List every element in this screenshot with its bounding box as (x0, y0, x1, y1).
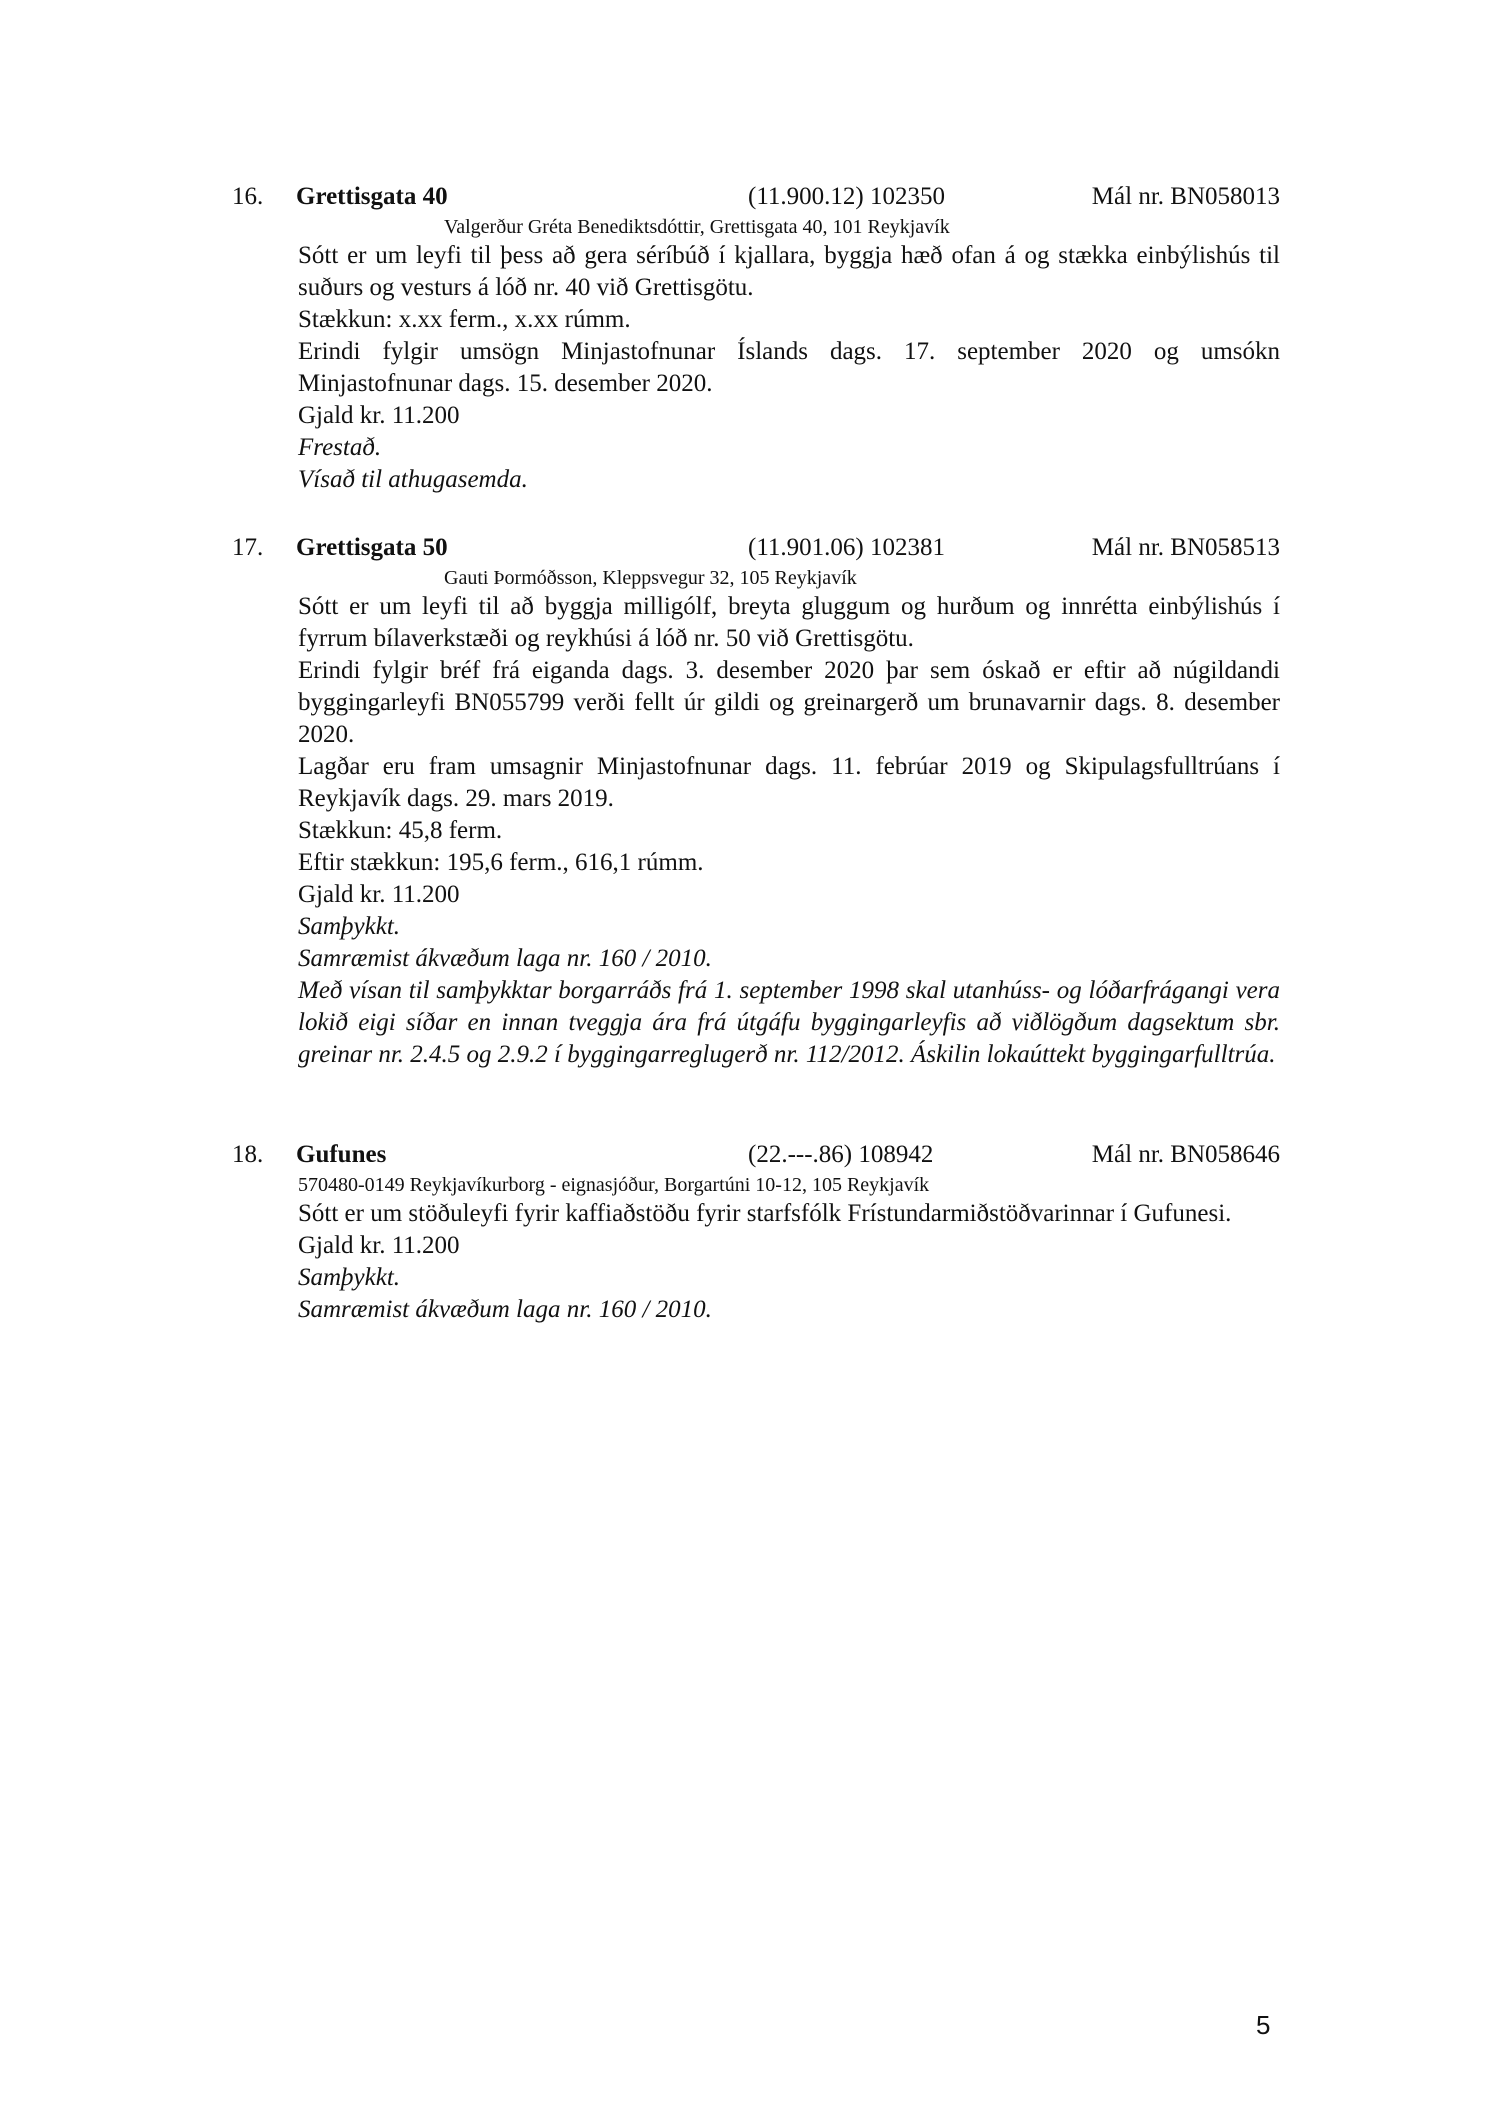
case-decision: Samþykkt. (298, 913, 401, 940)
case-body (298, 1198, 1280, 1326)
case-street: Grettisgata 50 (296, 534, 448, 561)
case-body (298, 240, 1280, 496)
case-line: Gjald kr. 11.200 (298, 881, 460, 908)
case-applicant: 570480-0149 Reykjavíkurborg - eignasjóður, Borgartúni 10-12, 105 Reykjavík (298, 1174, 930, 1196)
case-file-number: Mál nr. BN058646 (1091, 1141, 1280, 1168)
case-land-number: (11.900.12) 102350 (748, 183, 945, 210)
case-land-number: (22.---.86) 108942 (748, 1141, 934, 1168)
case-line: Eftir stækkun: 195,6 ferm., 616,1 rúmm. (298, 849, 704, 876)
case-line: Erindi fylgir bréf frá eiganda dags. 3. desember 2020 þar sem óskað er eftir að núgildandi byggingarleyfi BN055799 verði fellt úr gildi og greinargerð um brunavarnir dags. 8. desember 2020. (298, 657, 1280, 748)
case-line: Sótt er um leyfi til að byggja milligólf, breyta gluggum og hurðum og innrétta einbýlishús í fyrrum bílaverkstæði og reykhúsi á lóð nr. 50 við Grettisgötu. (298, 593, 1280, 652)
case-line: Stækkun: x.xx ferm., x.xx rúmm. (298, 306, 631, 333)
case-street: Grettisgata 40 (296, 183, 448, 210)
case-line: Gjald kr. 11.200 (298, 1232, 460, 1259)
case-decision: Frestað. (298, 434, 382, 461)
case-number: 16. (232, 183, 264, 210)
case-number: 17. (232, 534, 264, 561)
case-line: Sótt er um leyfi til þess að gera séríbúð í kjallara, byggja hæð ofan á og stækka einbýlishús til suðurs og vesturs á lóð nr. 40 við Grettisgötu. (298, 242, 1280, 301)
case-header (232, 531, 1280, 565)
case-decision: Samræmist ákvæðum laga nr. 160 / 2010. (298, 945, 712, 972)
case-number: 18. (232, 1141, 264, 1168)
case-17 (232, 531, 1280, 1071)
case-applicant: Gauti Þormóðsson, Kleppsvegur 32, 105 Reykjavík (444, 567, 857, 589)
case-decision: Vísað til athugasemda. (298, 466, 528, 493)
case-street: Gufunes (296, 1141, 387, 1168)
case-land-number: (11.901.06) 102381 (748, 534, 945, 561)
case-line: Erindi fylgir umsögn Minjastofnunar Íslands dags. 17. september 2020 og umsókn Minjastofnunar dags. 15. desember 2020. (298, 338, 1280, 397)
case-16 (232, 180, 1280, 496)
case-file-number: Mál nr. BN058013 (1091, 183, 1280, 210)
case-18 (232, 1138, 1280, 1326)
case-applicant: Valgerður Gréta Benediktsdóttir, Grettisgata 40, 101 Reykjavík (444, 216, 950, 238)
case-body (298, 591, 1280, 1071)
case-file-number: Mál nr. BN058513 (1091, 534, 1280, 561)
case-header (232, 180, 1280, 214)
case-line: Sótt er um stöðuleyfi fyrir kaffiaðstöðu fyrir starfsfólk Frístundarmiðstöðvarinnar í Gufunesi. (298, 1200, 1232, 1227)
case-header (232, 1138, 1280, 1172)
case-line: Lagðar eru fram umsagnir Minjastofnunar dags. 11. febrúar 2019 og Skipulagsfulltrúans í Reykjavík dags. 29. mars 2019. (298, 753, 1280, 812)
case-line: Gjald kr. 11.200 (298, 402, 460, 429)
page-number: 5 (1256, 2010, 1271, 2040)
case-decision: Með vísan til samþykktar borgarráðs frá 1. september 1998 skal utanhúss- og lóðarfrágangi vera lokið eigi síðar en innan tveggja ára frá útgáfu byggingarleyfis að viðlögðum dagsektum sbr. greinar nr. 2.4.5 og 2.9.2 í byggingarreglugerð nr. 112/2012. Áskilin lokaúttekt byggingarfulltrúa. (298, 977, 1280, 1068)
case-decision: Samræmist ákvæðum laga nr. 160 / 2010. (298, 1296, 712, 1323)
case-line: Stækkun: 45,8 ferm. (298, 817, 503, 844)
case-decision: Samþykkt. (298, 1264, 401, 1291)
